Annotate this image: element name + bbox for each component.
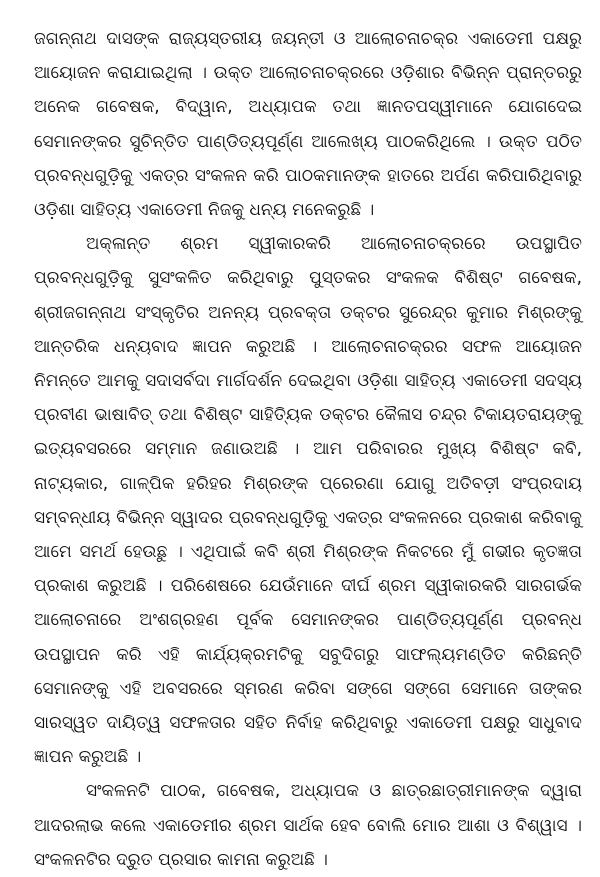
paragraph-acknowledgements: ଅକ୍ଳାନ୍ତ ଶ୍ରମ ସ୍ୱୀକାରକରି ଆଲୋଚନାଚକ୍ରରେ ଉପସ୍ଥାପିତ ପ୍ରବନ୍ଧଗୁଡ଼ିକୁ ସୁସଂକଳିତ କରିଥିବାରୁ ପୁସ୍ତକର ସଂକଳକ ବିଶିଷ୍ଟ ଗବେଷକ, ଶ୍ରୀଜଗନ୍ନାଥ ସଂସ୍କୃତିର ଅନନ୍ୟ ପ୍ରବକ୍ତା ଡକ୍ଟର ସୁରେନ୍ଦ୍ର କୁମାର ମିଶ୍ରଙ୍କୁ ଆନ୍ତରିକ ଧନ୍ୟବାଦ ଜ୍ଞାପନ କରୁଅଛି । ଆଲୋଚନାଚକ୍ରର ସଫଳ ଆୟୋଜନ ନିମନ୍ତେ ଆମକୁ ସଦାସର୍ବଦା ମାର୍ଗଦର୍ଶନ ଦେଇଥିବା ଓଡ଼ିଶା ସାହିତ୍ୟ ଏକାଡେମୀ ସଦସ୍ୟ ପ୍ରବୀଣ ଭାଷାବିତ୍ ତଥା ବିଶିଷ୍ଟ ସାହିତ୍ୟିକ ଡକ୍ଟର କୈଳାସ ଚନ୍ଦ୍ର ଟିକାୟତରାୟଙ୍କୁ ଇତ୍ୟବସରରେ ସମ୍ମାନ ଜଣାଉଅଛି । ଆମ ପରିବାରର ମୁଖ୍ୟ ବିଶିଷ୍ଟ କବି, ନାଟ୍ୟକାର, ଗାଳ୍ପିକ ହରିହର ମିଶ୍ରଙ୍କ ପ୍ରେରଣା ଯୋଗୁ ଅତିବଡ଼ୀ ସଂପ୍ରଦାୟ ସମ୍ବନ୍ଧୀୟ ବିଭିନ୍ନ ସ୍ୱାଦର ପ୍ରବନ୍ଧଗୁଡ଼ିକୁ ଏକତ୍ର ସଂକଳନରେ ପ୍ରକାଶ କରିବାକୁ ଆମେ ସମର୍ଥ ହେଉଛୁ । ଏଥିପାଇଁ କବି ଶ୍ରୀ ମିଶ୍ରଙ୍କ ନିକଟରେ ମୁଁ ଗଭୀର କୃତଜ୍ଞତା ପ୍ରକାଶ କରୁଅଛି । ପରିଶେଷରେ ଯେଉଁମାନେ ଦୀର୍ଘ ଶ୍ରମ ସ୍ୱୀକାରକରି ସାରଗର୍ଭକ ଆଲୋଚନାରେ ଅଂଶଗ୍ରହଣ ପୂର୍ବକ ସେମାନଙ୍କର ପାଣ୍ଡିତ୍ୟପୂର୍ଣ୍ଣ ପ୍ରବନ୍ଧ ଉପସ୍ଥାପନ କରି ଏହି କାର୍ଯ୍ୟକ୍ରମଟିକୁ ସବୁଦିଗରୁ ସାଫଲ୍ୟମଣ୍ଡିତ କରିଛନ୍ତି ସେମାନଙ୍କୁ ଏହି ଅବସରରେ ସ୍ମରଣ କରିବା ସଙ୍ଗେ ସଙ୍ଗେ ସେମାନେ ତାଙ୍କର ସାରସ୍ୱତ ଦାୟିତ୍ୱ ସଫଳତାର ସହିତ ନିର୍ବାହ କରିଥିବାରୁ ଏକାଡେମୀ ପକ୍ଷରୁ ସାଧୁବାଦ ଜ୍ଞାପନ କରୁଅଛି । xyxy=(34,234,582,768)
document-page xyxy=(34,22,582,870)
paragraph-closing: ସଂକଳନଟି ପାଠକ, ଗବେଷକ, ଅଧ୍ୟାପକ ଓ ଛାତ୍ରଛାତ୍ରୀମାନଙ୍କ ଦ୍ୱାରା ଆଦରଲାଭ କଲେ ଏକାଡେମୀର ଶ୍ରମ ସାର୍ଥକ ହେବ ବୋଲି ମୋର ଆଶା ଓ ବିଶ୍ୱାସ । ସଂକଳନଟିର ଦ୍ରୁତ ପ୍ରସାର କାମନା କରୁଅଛି । xyxy=(34,781,582,870)
paragraph-intro: ଜଗନ୍ନାଥ ଦାସଙ୍କ ରାଜ୍ୟସ୍ତରୀୟ ଜୟନ୍ତୀ ଓ ଆଲୋଚନାଚକ୍ର ଏକାଡେମୀ ପକ୍ଷରୁ ଆୟୋଜନ କରାଯାଇଥିଲା । ଉକ୍ତ ଆଲୋଚନାଚକ୍ରରେ ଓଡ଼ିଶାର ବିଭିନ୍ନ ପ୍ରାନ୍ତରରୁ ଅନେକ ଗବେଷକ, ବିଦ୍ୱାନ, ଅଧ୍ୟାପକ ତଥା ଜ୍ଞାନତପସ୍ୱୀମାନେ ଯୋଗଦେଇ ସେମାନଙ୍କର ସୁଚିନ୍ତିତ ପାଣ୍ଡିତ୍ୟପୂର୍ଣ୍ଣ ଆଲେଖ୍ୟ ପାଠକରିଥିଲେ । ଉକ୍ତ ପଠିତ ପ୍ରବନ୍ଧଗୁଡ଼ିକୁ ଏକତ୍ର ସଂକଳନ କରି ପାଠକମାନଙ୍କ ହାତରେ ଅର୍ପଣ କରିପାରିଥିବାରୁ ଓଡ଼ିଶା ସାହିତ୍ୟ ଏକାଡେମୀ ନିଜକୁ ଧନ୍ୟ ମନେକରୁଛି । xyxy=(34,29,582,221)
